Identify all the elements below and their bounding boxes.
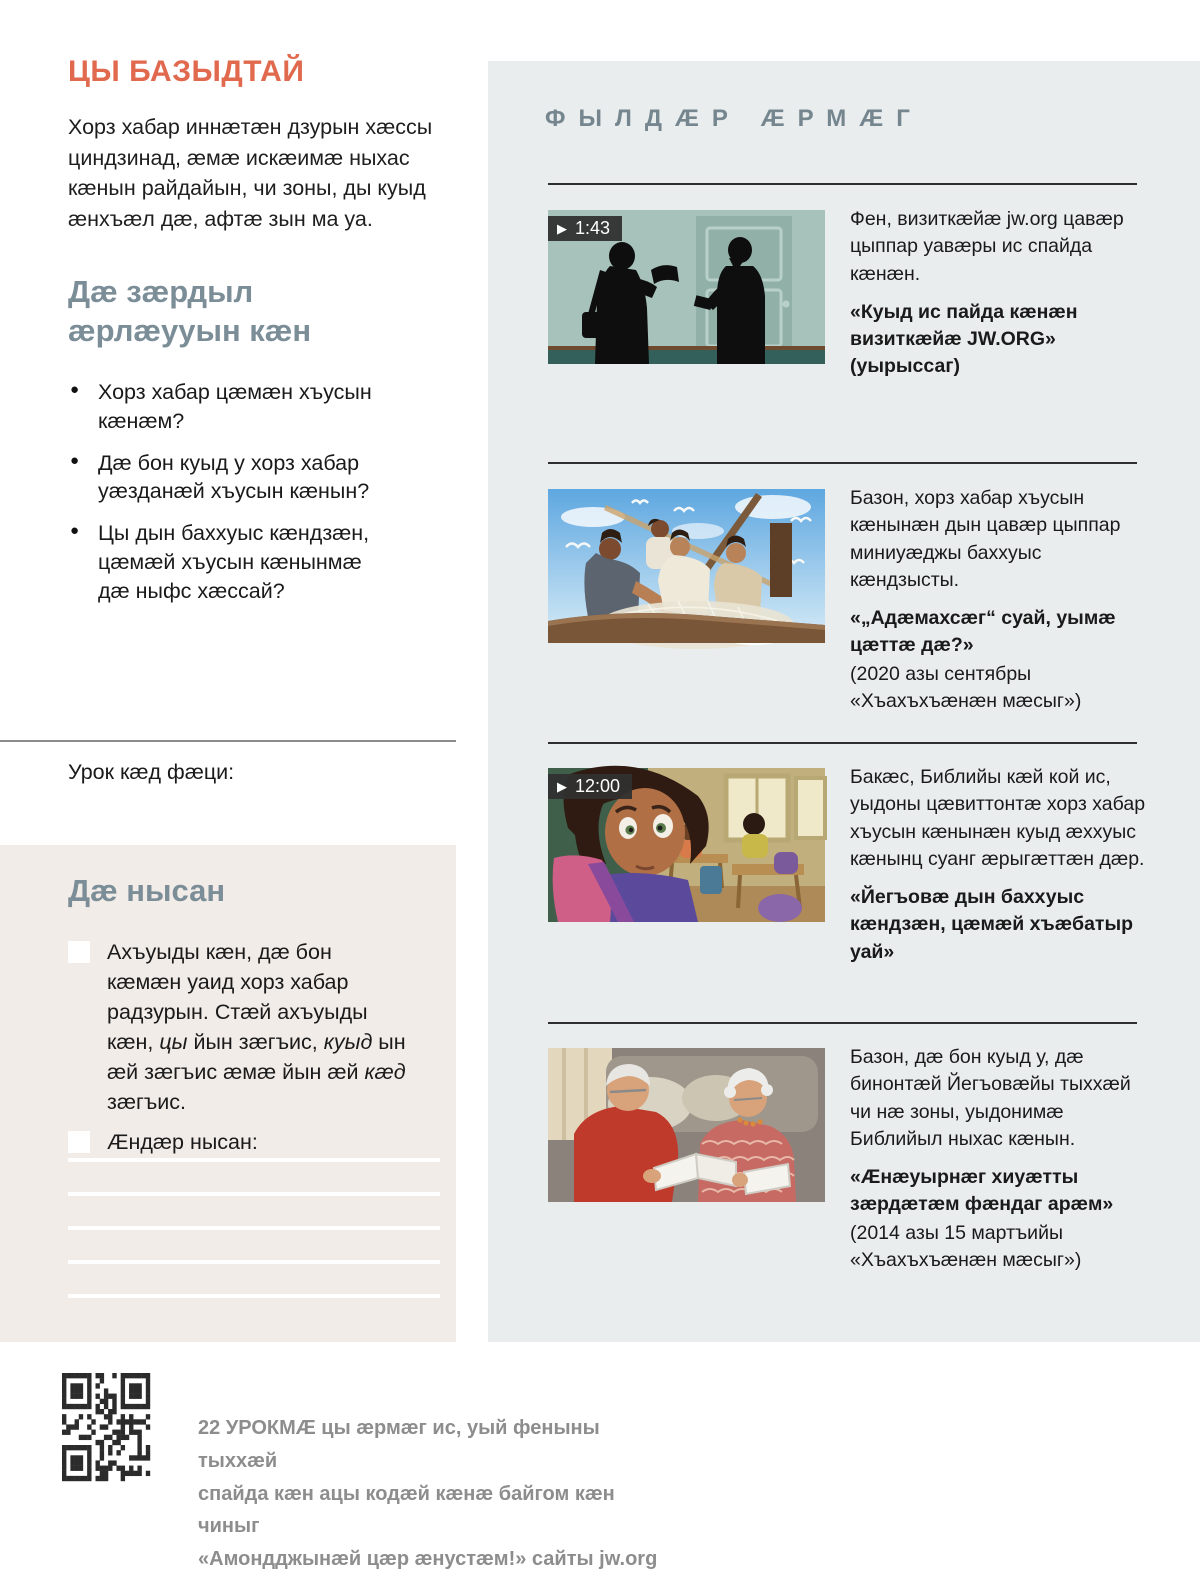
recall-heading: Дæ зæрдыл æрлæууын кæн [68,274,312,349]
item-description: Базон, хорз хабар хъусын кæнынæн дын цавæр цыппар миниуæджы баххуыс кæндзысты. [850,487,1121,591]
play-icon: ▶ [557,220,567,236]
item-divider [548,1022,1137,1024]
writing-line [68,1158,440,1162]
bullet-icon: ● [70,451,80,469]
writing-line [68,1294,440,1298]
item-title: «Æнæуырнæг хиуæтты зæрдæтæм фæндаг арæм» [850,1166,1114,1216]
video-duration-badge [548,216,622,241]
writing-line [68,1192,440,1196]
play-icon: ▶ [557,778,567,794]
page-title: ЦЫ БАЗЫДТАЙ [68,55,305,88]
goal-checkbox[interactable] [68,1131,90,1153]
video-duration-badge [548,774,632,799]
item-title: «„Адæмахсæг“ суай, уымæ цæттæ дæ?» [850,607,1116,657]
item-divider [548,183,1137,185]
item-divider [548,742,1137,744]
writing-line [68,1260,440,1264]
goal-item-text: Ахъуыды кæн, дæ бон кæмæн уаид хорз хабар радзурын. Стæй ахъуыды кæн, цы йын зæгъис, куыд ын æй зæгъис æмæ йын æй кæд зæгъис. [107,940,406,1115]
video-duration: 12:00 [575,776,621,796]
footer-line: «Амондджынæй цæр æнустæм!» сайты jw.org [198,1548,658,1571]
review-question-list [68,378,398,619]
elderly-couple-illustration [548,1048,825,1202]
item-text-block [850,764,1146,966]
review-question-text: Дæ бон куыд у хорз хабар уæзданæй хъусын кæнын? [98,450,370,504]
goal-item [68,1127,407,1157]
image-thumbnail-fishermen[interactable] [548,489,825,643]
footer-note [198,1412,678,1576]
item-source-note: (2014 азы 15 мартъийы «Хъахъхъæнæн мæсыг») [850,1221,1082,1272]
footer-line: 22 УРОКМÆ цы æрмæг ис, уый феныны тыххæй [198,1417,600,1472]
panel-heading: ФЫЛДÆР ÆРМÆГ [545,105,923,132]
video-thumbnail-classroom[interactable] [548,768,825,922]
video-duration: 1:43 [575,218,611,238]
review-question-text: Цы дын баххуыс кæндзæн, цæмæй хъусын кæнынмæ дæ ныфс хæссай? [98,521,370,603]
bullet-icon: ● [70,522,80,540]
intro-paragraph: Хорз хабар иннæтæн дзурын хæссы циндзинад, æмæ искæимæ ныхас кæнын райдайын, чи зоны, ды куыд æнхъæл дæ, афтæ зын ма уа. [68,115,433,231]
item-text-block [850,485,1146,715]
goal-item-label: Æндæр нысан: [107,1130,258,1154]
item-title: «Йегъовæ дын баххуыс кæндзæн, цæмæй хъæбатыр уай» [850,886,1134,963]
item-description: Базон, дæ бон куыд у, дæ бинонтæй Йегъовæйы тыххæй чи нæ зоны, уыдонимæ Библийыл ныхас кæнын. [850,1046,1131,1150]
goal-item [68,937,407,1118]
writing-line [68,1226,440,1230]
item-text-block [850,206,1146,381]
fishermen-illustration [548,489,825,643]
goal-box [0,845,456,1342]
item-text-block [850,1044,1146,1274]
item-description: Бакæс, Библийы кæй кой ис, уыдоны цæвиттонтæ хорз хабар хъусын кæнынæн куыд æххуыс кæнынц суанг æрыгæттæн дæр. [850,766,1146,870]
bullet-icon: ● [70,381,80,398]
video-thumbnail-door-visit[interactable] [548,210,825,364]
footer-line: спайда кæн ацы кодæй кæнæ байгом кæн чиныг [198,1482,615,1538]
item-divider [548,462,1137,464]
item-source-note: (2020 азы сентябры «Хъахъхъæнæн мæсыг») [850,662,1082,713]
review-question [68,378,398,436]
image-thumbnail-elderly-couple[interactable] [548,1048,825,1202]
lesson-date-label: Урок кæд фæци: [68,760,235,784]
item-description: Фен, визиткæйæ jw.org цавæр цыппар уавæры ис спайда кæнæн. [850,208,1124,285]
item-title: «Куыд ис пайда кæнæн визиткæйæ JW.ORG» (уырыссаг) [850,300,1078,378]
qr-code [62,1373,150,1481]
divider-line [0,740,456,742]
review-question-text: Хорз хабар цæмæн хъусын кæнæм? [98,380,372,433]
goal-checkbox[interactable] [68,941,90,963]
review-question [68,449,398,507]
goal-heading: Дæ нысан [68,873,226,908]
review-question [68,519,398,605]
more-material-panel [488,61,1200,1342]
